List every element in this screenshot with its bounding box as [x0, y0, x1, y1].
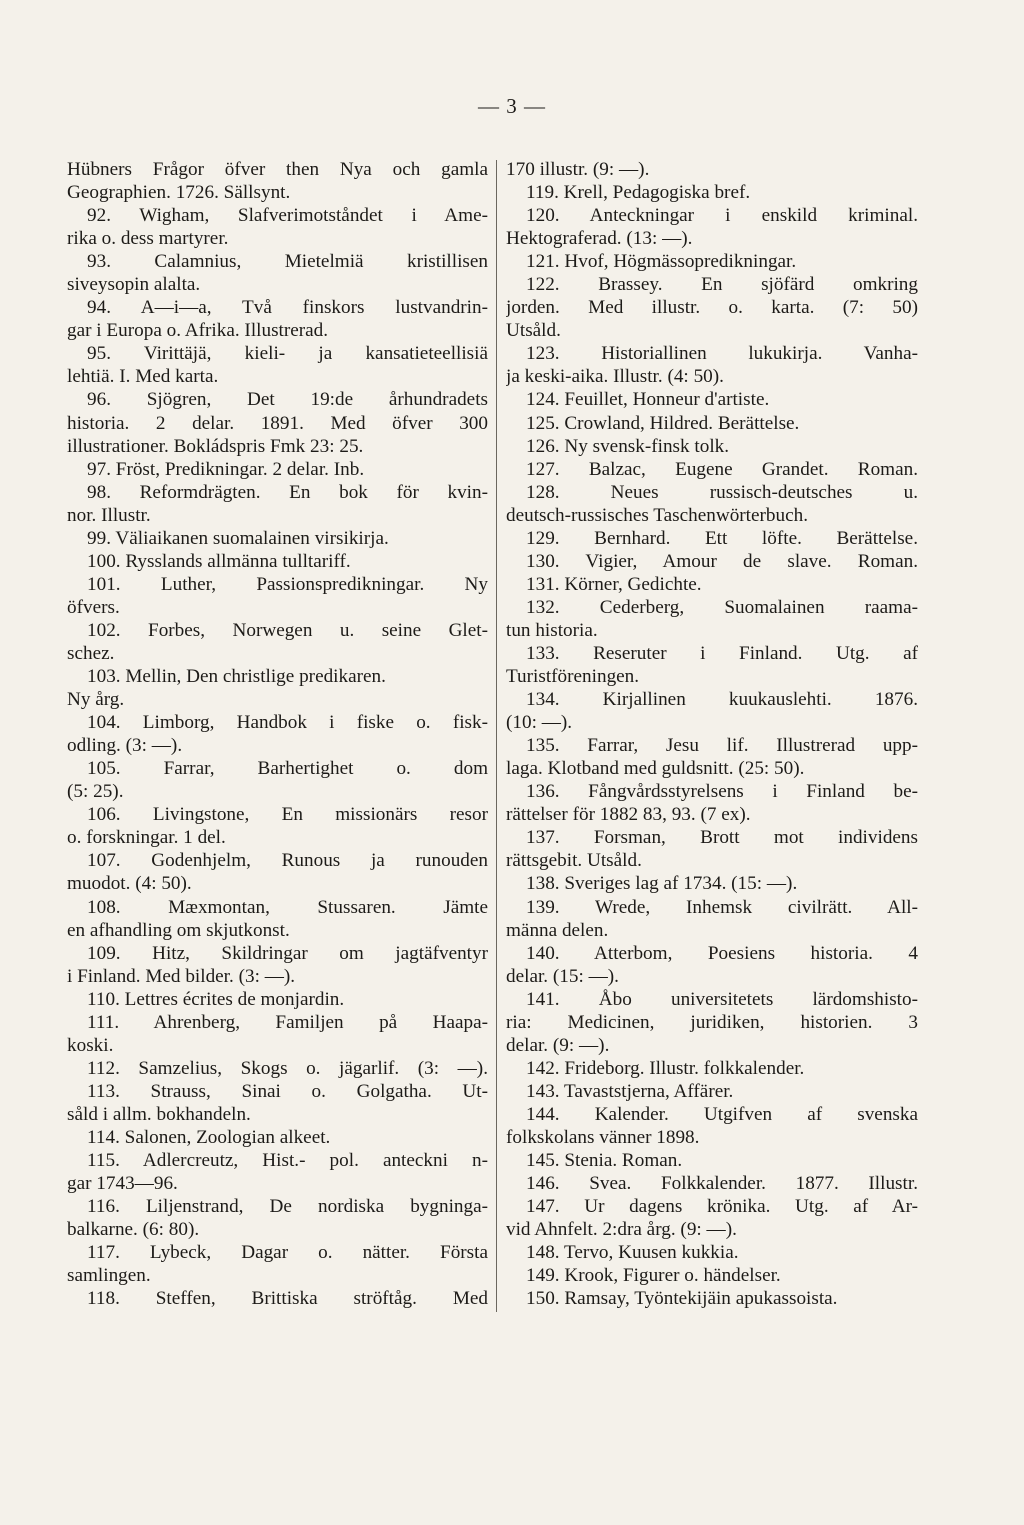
catalog-line: 148. Tervo, Kuusen kukkia.	[526, 1242, 739, 1264]
catalog-line: 135. Farrar, Jesu lif. Illustrerad upp-	[526, 735, 918, 757]
catalog-line: 111. Ahrenberg, Familjen på Haapa-	[87, 1011, 488, 1033]
catalog-line: 126. Ny svensk-finsk tolk.	[526, 435, 730, 457]
catalog-line: 129. Bernhard. Ett löfte. Berättelse.	[526, 527, 918, 549]
right-column	[506, 158, 918, 1310]
catalog-line: balkarne. (6: 80).	[67, 1219, 200, 1241]
catalog-line: männa delen.	[506, 919, 609, 941]
catalog-line: 133. Reseruter i Finland. Utg. af	[526, 642, 918, 664]
catalog-line: 103. Mellin, Den christlige predikaren.	[87, 666, 386, 688]
catalog-line: folkskolans vänner 1898.	[506, 1126, 700, 1148]
catalog-line: delar. (9: —).	[506, 1034, 610, 1056]
catalog-line: 127. Balzac, Eugene Grandet. Roman.	[526, 458, 918, 480]
catalog-line: 140. Atterbom, Poesiens historia. 4	[526, 942, 918, 964]
catalog-line: 108. Mæxmontan, Stussaren. Jämte	[87, 896, 488, 918]
catalog-line: 119. Krell, Pedagogiska bref.	[526, 182, 751, 204]
catalog-line: Hübners Frågor öfver then Nya och gamla	[67, 159, 488, 180]
catalog-line: 110. Lettres écrites de monjardin.	[87, 988, 345, 1010]
catalog-line: 100. Rysslands allmänna tulltariff.	[87, 550, 351, 572]
catalog-line: 102. Forbes, Norwegen u. seine Glet-	[87, 619, 488, 641]
catalog-line: 106. Livingstone, En missionärs resor	[87, 804, 488, 826]
catalog-line: 105. Farrar, Barhertighet o. dom	[87, 758, 488, 780]
catalog-line: 150. Ramsay, Työntekijäin apukassoista.	[526, 1288, 838, 1310]
catalog-line: 114. Salonen, Zoologian alkeet.	[87, 1126, 331, 1148]
catalog-line: 124. Feuillet, Honneur d'artiste.	[526, 389, 770, 411]
catalog-line: 128. Neues russisch-deutsches u.	[526, 481, 918, 503]
catalog-line: 149. Krook, Figurer o. händelser.	[526, 1265, 781, 1287]
catalog-line: 97. Fröst, Predikningar. 2 delar. Inb.	[87, 458, 365, 480]
catalog-line: rättsgebit. Utsåld.	[506, 850, 642, 872]
catalog-line: odling. (3: —).	[67, 735, 183, 757]
catalog-line: koski.	[67, 1034, 114, 1056]
catalog-line: 104. Limborg, Handbok i fiske o. fisk-	[87, 712, 488, 734]
catalog-line: muodot. (4: 50).	[67, 873, 192, 895]
catalog-line: rättelser för 1882 83, 93. (7 ex).	[506, 804, 751, 826]
catalog-line: historia. 2 delar. 1891. Med öfver 300	[67, 412, 488, 434]
catalog-line: 134. Kirjallinen kuukauslehti. 1876.	[526, 689, 918, 711]
catalog-line: 146. Svea. Folkkalender. 1877. Illustr.	[526, 1173, 918, 1195]
catalog-line: 92. Wigham, Slafverimotståndet i Ame-	[87, 205, 488, 227]
catalog-line: 141. Åbo universitetets lärdomshisto-	[526, 988, 918, 1010]
catalog-line: siveysopin alalta.	[67, 274, 201, 296]
catalog-line: deutsch-russisches Taschenwörterbuch.	[506, 504, 809, 526]
catalog-line: 93. Calamnius, Mietelmiä kristillisen	[87, 251, 488, 273]
catalog-line: 116. Liljenstrand, De nordiska bygninga-	[87, 1196, 488, 1218]
catalog-line: 122. Brassey. En sjöfärd omkring	[526, 274, 918, 296]
catalog-line: 94. A—i—a, Två finskors lustvandrin-	[87, 297, 488, 319]
catalog-line: 101. Luther, Passionspredikningar. Ny	[87, 573, 488, 595]
catalog-line: lehtiä. I. Med karta.	[67, 366, 219, 388]
catalog-line: schez.	[67, 642, 115, 664]
catalog-line: 115. Adlercreutz, Hist.- pol. anteckni n-	[87, 1150, 488, 1172]
catalog-line: 130. Vigier, Amour de slave. Roman.	[526, 550, 918, 572]
catalog-line: 121. Hvof, Högmässopredikningar.	[526, 251, 797, 273]
catalog-line: 96. Sjögren, Det 19:de århundradets	[87, 389, 488, 411]
catalog-line: 125. Crowland, Hildred. Berättelse.	[526, 412, 800, 434]
catalog-line: 98. Reformdrägten. En bok för kvin-	[87, 481, 488, 503]
catalog-line: (5: 25).	[67, 781, 124, 803]
catalog-line: ria: Medicinen, juridiken, historien. 3	[506, 1011, 918, 1033]
catalog-line: 107. Godenhjelm, Runous ja runouden	[87, 850, 488, 872]
catalog-line: Geographien. 1726. Sällsynt.	[67, 182, 291, 204]
left-column	[67, 158, 488, 1310]
catalog-line: ja keski-aika. Illustr. (4: 50).	[506, 366, 724, 388]
catalog-line: 147. Ur dagens krönika. Utg. af Ar-	[526, 1196, 918, 1218]
catalog-line: i Finland. Med bilder. (3: —).	[67, 965, 296, 987]
page-number: — 3 —	[478, 94, 546, 118]
catalog-line: 144. Kalender. Utgifven af svenska	[526, 1103, 918, 1125]
catalog-line: 99. Väliaikanen suomalainen virsikirja.	[87, 527, 389, 549]
catalog-line: 112. Samzelius, Skogs o. jägarlif. (3: —).	[87, 1057, 488, 1079]
catalog-line: såld i allm. bokhandeln.	[67, 1103, 251, 1125]
catalog-line: samlingen.	[67, 1265, 151, 1287]
catalog-line: illustrationer. Bokládspris Fmk 23: 25.	[67, 435, 364, 457]
catalog-line: Turistföreningen.	[506, 666, 640, 688]
catalog-line: 120. Anteckningar i enskild kriminal.	[526, 205, 918, 227]
catalog-line: 131. Körner, Gedichte.	[526, 573, 702, 595]
catalog-line: vid Ahnfelt. 2:dra årg. (9: —).	[506, 1219, 737, 1241]
catalog-line: 137. Forsman, Brott mot individens	[526, 827, 918, 849]
catalog-line: 117. Lybeck, Dagar o. nätter. Första	[87, 1242, 488, 1264]
catalog-line: 136. Fångvårdsstyrelsens i Finland be-	[526, 781, 918, 803]
catalog-line: öfvers.	[67, 596, 120, 618]
catalog-line: 145. Stenia. Roman.	[526, 1150, 683, 1172]
catalog-line: Hektograferad. (13: —).	[506, 228, 693, 250]
catalog-line: 138. Sveriges lag af 1734. (15: —).	[526, 873, 798, 895]
catalog-line: delar. (15: —).	[506, 965, 619, 987]
catalog-line: laga. Klotband med guldsnitt. (25: 50).	[506, 758, 805, 780]
catalog-line: 170 illustr. (9: —).	[506, 159, 650, 180]
catalog-line: rika o. dess martyrer.	[67, 228, 229, 250]
catalog-line: 109. Hitz, Skildringar om jagtäfventyr	[87, 942, 488, 964]
catalog-line: Ny årg.	[67, 689, 125, 711]
catalog-line: Utsåld.	[506, 320, 561, 342]
catalog-line: nor. Illustr.	[67, 504, 151, 526]
catalog-line: 123. Historiallinen lukukirja. Vanha-	[526, 343, 918, 365]
catalog-line: tun historia.	[506, 619, 598, 641]
column-divider	[496, 160, 497, 1312]
catalog-line: 139. Wrede, Inhemsk civilrätt. All-	[526, 896, 918, 918]
catalog-line: 113. Strauss, Sinai o. Golgatha. Ut-	[87, 1080, 488, 1102]
catalog-line: jorden. Med illustr. o. karta. (7: 50)	[506, 297, 918, 319]
catalog-line: 132. Cederberg, Suomalainen raama-	[526, 596, 918, 618]
catalog-line: o. forskningar. 1 del.	[67, 827, 226, 849]
catalog-line: (10: —).	[506, 712, 573, 734]
catalog-line: 118. Steffen, Brittiska ströftåg. Med	[87, 1288, 488, 1310]
catalog-line: gar i Europa o. Afrika. Illustrerad.	[67, 320, 329, 342]
catalog-line: 143. Tavaststjerna, Affärer.	[526, 1080, 734, 1102]
catalog-line: 142. Frideborg. Illustr. folkkalender.	[526, 1057, 805, 1079]
catalog-line: 95. Virittäjä, kieli- ja kansatieteellisiä	[87, 343, 488, 365]
catalog-line: gar 1743—96.	[67, 1173, 178, 1195]
catalog-line: en afhandling om skjutkonst.	[67, 919, 290, 941]
